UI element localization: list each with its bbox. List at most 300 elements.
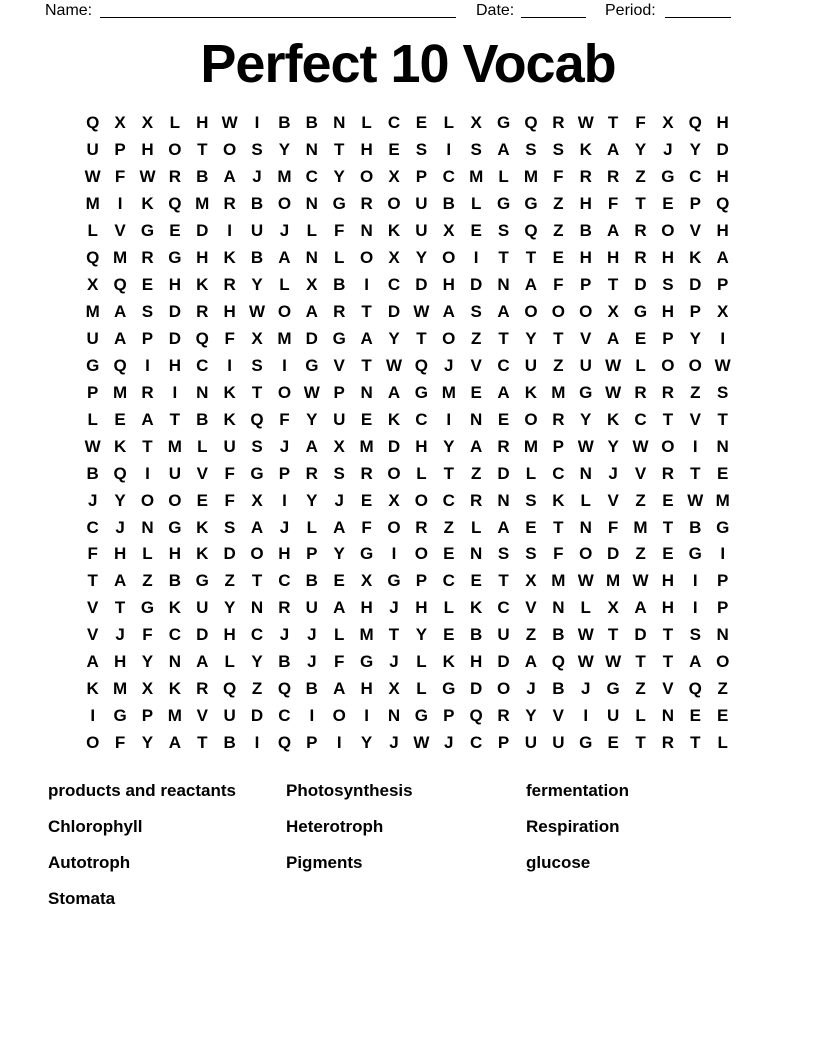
grid-cell: T [662,517,674,537]
grid-cell: B [333,275,346,295]
grid-cell: B [305,679,318,699]
grid-cell: C [168,625,181,645]
grid-cell: T [662,625,674,645]
grid-cell: Z [690,382,701,402]
grid-cell: T [553,328,564,348]
grid-cell: R [223,275,236,295]
grid-cell: C [278,571,291,591]
grid-cell: M [167,706,182,726]
grid-cell: G [168,517,182,537]
grid-cell: R [661,463,675,483]
grid-cell: Q [168,194,182,214]
grid-cell: H [360,598,373,618]
grid-cell: R [552,409,565,429]
grid-cell: N [305,248,318,268]
grid-cell: N [305,140,318,160]
grid-cell: M [113,248,128,268]
name-blank-line [100,2,456,18]
grid-cell: C [196,355,209,375]
grid-cell: D [606,544,620,564]
word-bank-item: Heterotroph [286,817,384,836]
grid-cell: I [446,140,452,160]
grid-cell: L [443,113,454,133]
grid-cell: R [497,706,510,726]
grid-cell: U [250,221,264,241]
grid-cell: M [113,382,128,402]
grid-cell: A [305,302,318,322]
grid-cell: E [717,463,729,483]
grid-cell: Q [688,113,702,133]
grid-cell: Y [114,490,126,510]
grid-cell: Y [251,275,263,295]
grid-cell: L [580,490,591,510]
grid-cell: E [360,409,373,429]
grid-cell: O [442,328,456,348]
grid-cell: Z [635,490,646,510]
grid-cell: A [305,436,318,456]
grid-cell: D [223,544,236,564]
grid-cell: Y [141,652,154,672]
grid-cell: R [360,194,373,214]
grid-cell: B [305,571,318,591]
grid-cell: Q [223,679,237,699]
grid-cell: J [252,167,262,187]
grid-cell: F [607,194,619,214]
grid-cell: P [278,463,291,483]
grid-cell: P [689,302,701,322]
grid-cell: I [692,598,698,618]
word-bank-item: Autotroph [48,853,131,872]
grid-cell: Q [524,113,538,133]
grid-cell: N [552,598,565,618]
grid-cell: V [87,598,99,618]
grid-cell: I [364,275,369,295]
word-bank-column [48,781,286,925]
grid-cell: O [332,706,346,726]
grid-cell: K [196,275,209,295]
grid-cell: Y [689,140,701,160]
grid-cell: E [662,194,674,214]
grid-cell: I [336,733,342,753]
grid-cell: Z [553,355,564,375]
grid-cell: X [141,113,154,133]
grid-cell: K [141,194,154,214]
grid-cell: E [415,113,428,133]
grid-cell: Z [635,544,646,564]
grid-cell: R [223,194,236,214]
grid-cell: Q [277,733,292,753]
grid-cell: U [86,140,99,160]
grid-cell: U [223,706,236,726]
grid-cell: Y [689,328,701,348]
name-label: Name: [45,2,93,19]
grid-cell: M [359,625,374,645]
grid-cell: Y [141,733,154,753]
period-blank-line [665,2,731,18]
grid-cell: P [443,706,455,726]
grid-cell: Q [86,113,100,133]
grid-cell: U [606,706,620,726]
grid-cell: P [306,733,318,753]
grid-cell: O [661,436,675,456]
word-bank-item: fermentation [526,781,629,800]
grid-cell: Q [688,679,702,699]
grid-cell: P [114,140,126,160]
grid-cell: E [662,544,674,564]
grid-cell: H [661,248,675,268]
grid-cell: F [607,517,619,537]
grid-cell: D [196,221,209,241]
grid-cell: P [689,194,701,214]
grid-cell: A [333,517,346,537]
grid-cell: T [498,571,509,591]
grid-cell: H [360,679,373,699]
grid-cell: Z [443,517,454,537]
grid-cell: A [113,328,127,348]
grid-cell: T [607,625,619,645]
grid-cell: Y [525,328,537,348]
grid-cell: O [716,652,730,672]
grid-cell: E [662,490,674,510]
grid-cell: H [168,544,181,564]
grid-cell: L [224,652,235,672]
grid-cell: V [470,355,482,375]
grid-cell: D [387,302,401,322]
grid-cell: D [415,275,428,295]
grid-cell: G [387,571,401,591]
grid-cell: J [279,625,290,645]
grid-cell: H [196,248,209,268]
grid-cell: L [470,194,482,214]
grid-cell: E [443,625,455,645]
grid-cell: S [470,302,482,322]
period-label: Period: [605,2,656,19]
grid-cell: M [113,679,128,699]
grid-cell: K [223,248,236,268]
grid-cell: W [632,571,649,591]
grid-cell: W [385,355,403,375]
grid-cell: L [169,113,181,133]
grid-cell: P [415,167,428,187]
grid-cell: U [415,194,428,214]
grid-cell: N [661,706,675,726]
grid-cell: B [250,248,264,268]
grid-cell: Y [306,490,318,510]
grid-cell: C [689,167,702,187]
grid-cell: D [387,436,401,456]
grid-cell: N [497,490,510,510]
grid-cell: Z [553,221,564,241]
grid-cell: Q [551,652,565,672]
grid-cell: D [305,328,318,348]
grid-cell: G [716,517,730,537]
grid-cell: T [635,652,646,672]
grid-cell: Q [86,248,100,268]
grid-cell: K [442,652,455,672]
grid-cell: Q [716,194,730,214]
grid-cell: T [416,328,427,348]
grid-cell: I [145,355,150,375]
grid-cell: G [496,113,511,133]
grid-cell: L [142,544,153,564]
grid-cell: O [387,463,401,483]
grid-cell: C [250,625,264,645]
grid-cell: I [309,706,315,726]
grid-cell: W [577,436,594,456]
grid-cell: F [334,221,345,241]
grid-cell: W [249,302,266,322]
grid-cell: J [87,490,98,510]
grid-cell: Y [278,140,291,160]
grid-cell: U [196,598,209,618]
grid-cell: B [278,652,291,672]
grid-cell: T [361,302,372,322]
grid-cell: L [470,517,482,537]
grid-cell: E [497,409,510,429]
grid-cell: Z [470,328,482,348]
grid-cell: N [360,221,373,241]
grid-cell: R [634,221,647,241]
grid-cell: Q [524,221,538,241]
grid-cell: N [716,436,729,456]
grid-cell: I [172,382,178,402]
grid-cell: I [720,328,726,348]
grid-cell: R [497,436,510,456]
grid-cell: A [497,302,510,322]
grid-cell: L [498,167,509,187]
grid-cell: I [282,490,287,510]
grid-cell: I [282,355,287,375]
grid-cell: K [223,409,236,429]
grid-cell: J [580,679,591,699]
grid-cell: O [359,248,374,268]
grid-cell: S [223,517,236,537]
grid-cell: A [497,517,510,537]
grid-cell: Z [525,625,537,645]
grid-cell: L [306,221,318,241]
grid-cell: M [85,194,100,214]
grid-cell: L [334,625,345,645]
grid-cell: D [168,302,181,322]
grid-cell: D [470,275,483,295]
grid-cell: H [223,625,236,645]
grid-cell: L [525,463,537,483]
grid-cell: O [168,490,182,510]
grid-cell: X [388,679,400,699]
grid-cell: K [524,382,538,402]
grid-cell: J [663,140,673,160]
grid-cell: X [251,490,263,510]
grid-cell: V [662,679,674,699]
grid-cell: G [359,544,374,564]
grid-cell: R [415,517,428,537]
grid-cell: G [414,706,428,726]
grid-cell: S [525,544,537,564]
grid-cell: R [606,167,620,187]
grid-cell: G [140,598,155,618]
grid-cell: H [141,140,154,160]
grid-cell: B [196,167,209,187]
grid-cell: T [87,571,98,591]
grid-cell: Q [113,463,127,483]
grid-cell: W [84,167,101,187]
grid-cell: R [579,167,592,187]
grid-cell: M [606,571,621,591]
grid-cell: J [115,517,125,537]
grid-cell: O [414,490,428,510]
grid-cell: D [497,463,510,483]
grid-cell: J [389,733,399,753]
grid-cell: T [717,409,728,429]
grid-cell: A [634,598,647,618]
grid-cell: S [251,140,263,160]
grid-cell: I [364,706,369,726]
word-bank-item: Photosynthesis [286,781,413,800]
grid-cell: G [496,194,511,214]
grid-cell: R [333,302,346,322]
grid-cell: W [139,167,156,187]
grid-cell: D [250,706,264,726]
grid-cell: M [167,436,182,456]
grid-cell: S [497,544,510,564]
grid-cell: H [606,248,620,268]
grid-cell: J [389,652,399,672]
grid-cell: L [416,679,427,699]
grid-cell: L [279,275,290,295]
grid-cell: S [525,490,537,510]
grid-cell: W [605,355,622,375]
grid-cell: D [634,625,647,645]
grid-cell: X [525,571,537,591]
grid-cell: T [662,409,674,429]
grid-cell: H [196,113,209,133]
grid-cell: G [414,382,428,402]
grid-cell: O [359,167,374,187]
grid-cell: K [168,679,181,699]
grid-cell: B [552,679,565,699]
grid-cell: A [141,409,154,429]
grid-cell: G [195,571,209,591]
grid-cell: B [223,733,236,753]
grid-cell: N [196,382,209,402]
grid-cell: Y [607,436,619,456]
grid-cell: E [114,409,126,429]
grid-cell: M [551,382,566,402]
grid-cell: E [470,382,482,402]
grid-cell: Y [388,328,400,348]
grid-cell: A [250,517,264,537]
grid-cell: N [579,517,592,537]
grid-cell: W [577,652,594,672]
grid-cell: Y [223,598,236,618]
grid-cell: Y [415,625,428,645]
grid-cell: O [442,248,456,268]
grid-cell: J [334,490,344,510]
grid-cell: B [689,517,702,537]
grid-cell: H [168,275,181,295]
grid-cell: R [141,382,154,402]
grid-cell: T [142,436,153,456]
grid-cell: X [251,328,263,348]
grid-cell: C [442,490,455,510]
grid-cell: Y [415,248,428,268]
grid-cell: T [635,733,646,753]
grid-cell: P [141,706,154,726]
grid-cell: O [524,302,538,322]
grid-cell: H [716,113,729,133]
grid-cell: I [692,571,698,591]
grid-cell: I [391,544,397,564]
grid-cell: K [86,679,99,699]
grid-cell: K [196,517,209,537]
grid-cell: V [552,706,564,726]
grid-cell: H [579,194,592,214]
grid-cell: Y [580,409,592,429]
grid-cell: D [497,652,510,672]
grid-cell: K [470,598,483,618]
grid-cell: M [715,490,730,510]
grid-cell: T [635,194,646,214]
grid-cell: K [387,409,401,429]
grid-cell: V [607,490,619,510]
grid-cell: N [305,194,318,214]
grid-cell: B [305,113,318,133]
grid-cell: X [87,275,99,295]
grid-cell: W [605,382,622,402]
grid-cell: J [279,436,290,456]
grid-cell: T [197,733,208,753]
grid-cell: F [224,490,235,510]
grid-cell: W [84,436,101,456]
grid-cell: X [360,571,373,591]
grid-cell: B [278,113,291,133]
grid-cell: Y [360,733,373,753]
grid-cell: N [497,275,510,295]
grid-cell: N [333,113,346,133]
grid-cell: K [196,544,209,564]
grid-cell: A [278,248,291,268]
grid-cell: F [142,625,153,645]
grid-cell: C [497,355,510,375]
grid-cell: R [661,382,675,402]
word-bank-item: Chlorophyll [48,817,143,836]
grid-cell: M [441,382,456,402]
grid-cell: U [415,221,428,241]
grid-cell: J [279,221,290,241]
grid-cell: H [360,140,373,160]
grid-cell: L [361,113,372,133]
grid-cell: V [634,463,647,483]
grid-cell: E [141,275,154,295]
grid-cell: A [606,221,620,241]
grid-cell: Q [277,679,292,699]
grid-cell: D [470,679,483,699]
grid-cell: P [141,328,154,348]
header [0,0,816,24]
grid-cell: Q [113,275,127,295]
grid-cell: G [250,463,264,483]
grid-cell: A [497,382,510,402]
grid-cell: W [687,490,704,510]
grid-cell: Z [224,571,235,591]
grid-cell: A [113,302,127,322]
grid-cell: E [196,490,208,510]
date-blank-line [521,2,586,18]
grid-cell: X [388,248,400,268]
grid-cell: T [662,652,674,672]
grid-cell: G [140,221,155,241]
grid-cell: M [277,328,292,348]
